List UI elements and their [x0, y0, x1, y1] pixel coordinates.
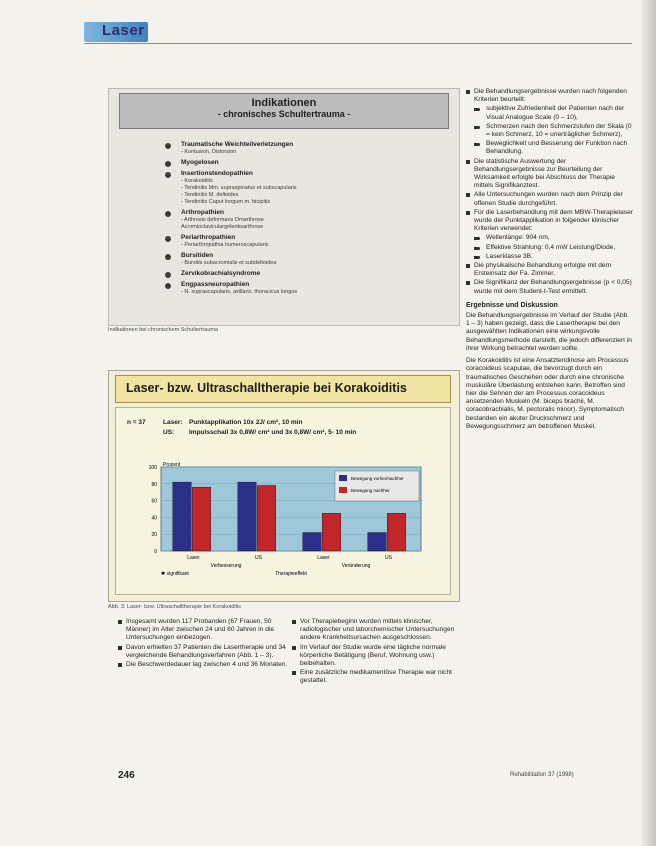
us-key: US:: [163, 429, 175, 436]
text-bullet: Laserklasse 3B.: [466, 253, 634, 261]
indication-item: [165, 159, 455, 167]
us-parameters: Impulsschall 3x 0,8W/ cm² und 3x 0,8W/ cm², 5- 10 min: [189, 429, 357, 436]
running-footer: Rehabilitation 37 (1998): [510, 772, 574, 778]
right-bullet-list: [466, 88, 634, 296]
left-text-column: [118, 618, 288, 670]
figure-indications-subtitle: - chronisches Schultertrauma -: [217, 109, 351, 119]
indication-heading: Zervikobrachialsyndrome: [181, 270, 261, 277]
right-text-column: [466, 88, 634, 435]
middle-bullet-list: [292, 618, 464, 686]
y-tick-label: 0: [154, 549, 157, 555]
text-bullet: Die physikalische Behandlung erfolgte mit dem Ersteinsatz der Fa. Zimmer.: [466, 262, 634, 278]
y-tick-label: 40: [151, 515, 157, 522]
indication-detail: - Arthrosis deformans Omarthrose: [181, 217, 264, 223]
indication-list: [165, 141, 455, 299]
indication-detail: - Bursitis subacromialis et subdeltoidea: [181, 260, 277, 266]
page-number: 246: [118, 770, 135, 781]
text-bullet: Im Verlauf der Studie wurde eine tägliche normale körperliche Betätigung (Beruf, Wohnung usw.) beibehalten.: [292, 644, 464, 669]
bar: [192, 487, 211, 551]
bar: [173, 482, 192, 551]
indication-item: [165, 270, 455, 278]
figure-indications-title-box: [119, 93, 449, 129]
chart-title: Laser- bzw. Ultraschalltherapie bei Korakoiditis: [126, 381, 407, 395]
text-bullet: Schmerzen nach den Schmerzstufen der Skala (0 = kein Schmerz, 10 = unerträglicher Schmerz),: [466, 123, 634, 139]
indication-item: [165, 281, 455, 296]
text-bullet: Die Signifikanz der Behandlungsergebnisse (p < 0,05) wurde mit dem Student-t-Test ermittelt.: [466, 279, 634, 295]
bar: [322, 513, 341, 551]
figure-indications-title: Indikationen: [251, 97, 317, 109]
figure-indications: [108, 88, 460, 326]
indication-detail: - Korakoiditis: [181, 178, 213, 184]
results-paragraph-2: Die Korakoiditis ist eine Ansatztendinose am Processus coracoideus scapulae, die bevorzugt durch ein traumatisches Geschehen oder durch eine chronische muskuläre Überlastung entstehen kann. Betroffen sind hier die Sehnen der am Processus coracoideus ansetzenden Muskeln (M. biceps brachii, M. coracobrachialis, M. pectoralis minor). Symptomatisch bestanden ein akuter Druckschmerz und Bewegungsschmerz am betroffenen Muskel.: [466, 357, 629, 430]
text-bullet: Wellenlänge: 904 nm,: [466, 234, 634, 242]
legend-swatch: [339, 475, 347, 481]
indication-detail: - N. suprascapularis, axillaris, thoracicus longus: [181, 289, 298, 295]
x-tick-label: US: [255, 555, 262, 561]
indication-heading: Engpassneuropathien: [181, 281, 250, 288]
y-tick-label: 20: [151, 532, 157, 539]
text-bullet: Davon erhielten 37 Patienten die Lasertherapie und 34 vergleichende Behandlungsverfahren (Abb. 1 – 3).: [118, 644, 288, 660]
x-group-label: Verbesserung: [210, 563, 242, 569]
text-bullet: Alle Untersuchungen wurden nach dem Prinzip der offenen Studie durchgeführt.: [466, 191, 634, 207]
laser-parameters: Punktapplikation 10x 2J/ cm², 10 min: [189, 419, 303, 426]
chart-title-box: [115, 375, 451, 403]
bar: [368, 533, 387, 551]
significance-note: ✱ signifikant: [161, 571, 189, 577]
middle-text-column: [292, 618, 464, 687]
indication-heading: Myogelosen: [181, 159, 219, 166]
indication-heading: Periarthropathien: [181, 234, 236, 241]
text-bullet: Effektive Strahlung: 0,4 mW Leistung/Diode,: [466, 244, 634, 252]
x-tick-label: Laser: [317, 555, 330, 561]
indication-detail: Acromioclaviculargelenksarthrose: [181, 224, 264, 230]
y-tick-label: 100: [148, 465, 157, 471]
page-edge-shadow: [642, 0, 656, 846]
y-axis-label: Prozent: [163, 462, 181, 468]
bar: [238, 482, 257, 551]
text-bullet: Insgesamt wurden 117 Probanden (67 Frauen, 50 Männer) im Alter zwischen 24 und 80 Jahren in die Untersuchungen einbezogen.: [118, 618, 288, 643]
indication-detail: - Tendinitis Mm. supraspinatus et subscapularis: [181, 185, 297, 191]
indication-item: [165, 170, 455, 206]
figure-indications-caption: Indikationen bei chronischem Schultertrauma: [108, 327, 219, 333]
indication-item: [165, 141, 455, 156]
indication-detail: - Tendinitis M. deltoides: [181, 192, 239, 198]
indication-heading: Insertionstendopathien: [181, 170, 253, 177]
indication-item: [165, 252, 455, 267]
indication-item: [165, 234, 455, 249]
text-bullet: Eine zusätzliche medikamentöse Therapie war nicht gestattet.: [292, 669, 464, 685]
figure-therapy-caption: Abb. 3: Laser- bzw. Ultraschalltherapie bei Korakoiditis: [108, 604, 241, 610]
header-rule: [84, 43, 632, 44]
x-group-label: Veränderung: [341, 563, 371, 569]
bar: [303, 533, 322, 551]
x-tick-label: Laser: [187, 555, 200, 561]
bar-chart: [133, 461, 449, 581]
text-bullet: Beweglichkeit und Besserung der Funktion nach Behandlung.: [466, 140, 634, 156]
legend-swatch: [339, 487, 347, 493]
bar: [257, 485, 276, 551]
indication-detail: - Kontusion, Distorsion: [181, 149, 237, 155]
text-bullet: Die Beschwerdedauer lag zwischen 4 und 36 Monaten.: [118, 661, 288, 669]
text-bullet: Die statistische Auswertung der Behandlungsergebnisse zur Beurteilung der Wirksamkeit erfolgte bei Abschluss der Therapie mittels Signifikanztest.: [466, 158, 634, 191]
indication-heading: Traumatische Weichteilverletzungen: [181, 141, 294, 148]
sample-size: n = 37: [127, 419, 146, 426]
left-bullet-list: [118, 618, 288, 669]
results-heading: Ergebnisse und Diskussion: [466, 301, 558, 309]
x-tick-label: US: [385, 555, 392, 561]
y-tick-label: 80: [151, 481, 157, 488]
text-bullet: Die Behandlungsergebnisse wurden nach folgenden Kriterien beurteilt:: [466, 88, 634, 104]
text-bullet: subjektive Zufriedenheit der Patienten nach der Visual Analogue Scale (0 – 10),: [466, 105, 634, 121]
y-tick-label: 60: [151, 498, 157, 505]
section-title: Laser: [102, 22, 145, 39]
indication-heading: Arthropathien: [181, 209, 224, 216]
figure-therapy-chart: [108, 370, 460, 602]
indication-item: [165, 209, 455, 231]
bar: [387, 513, 406, 551]
legend-label: Bewegung vorher/nachher: [351, 476, 404, 481]
results-paragraph-1: Die Behandlungsergebnisse im Verlauf der Studie (Abb. 1 – 3) haben gezeigt, dass die Lasertherapie bei den ausgewählten Indikationen eine wirkungsvolle Behandlungsmethode darstellt, die jedoch differenziert in ihrer Wirkung betrachtet werden sollte.: [466, 312, 632, 352]
text-bullet: Vor Therapiebeginn wurden mittels klinischer, radiologischer und laborchemischer Untersuchungen andere Krankheitsursachen ausgeschlossen.: [292, 618, 464, 643]
indication-detail: - Tendinitis Caput longum m. bicipitis: [181, 199, 271, 205]
indication-heading: Bursitiden: [181, 252, 214, 259]
text-bullet: Für die Laserbehandlung mit dem MBW-Therapielaser wurde der Punktapplikation in folgender klinischer Kriterien verwendet:: [466, 209, 634, 234]
x-axis-title: Therapieeffekt: [275, 571, 307, 577]
laser-key: Laser:: [163, 419, 183, 426]
indication-detail: - Periarthropathia humeroscapularis: [181, 242, 269, 248]
legend-label: Bewegung nachher: [351, 488, 390, 493]
